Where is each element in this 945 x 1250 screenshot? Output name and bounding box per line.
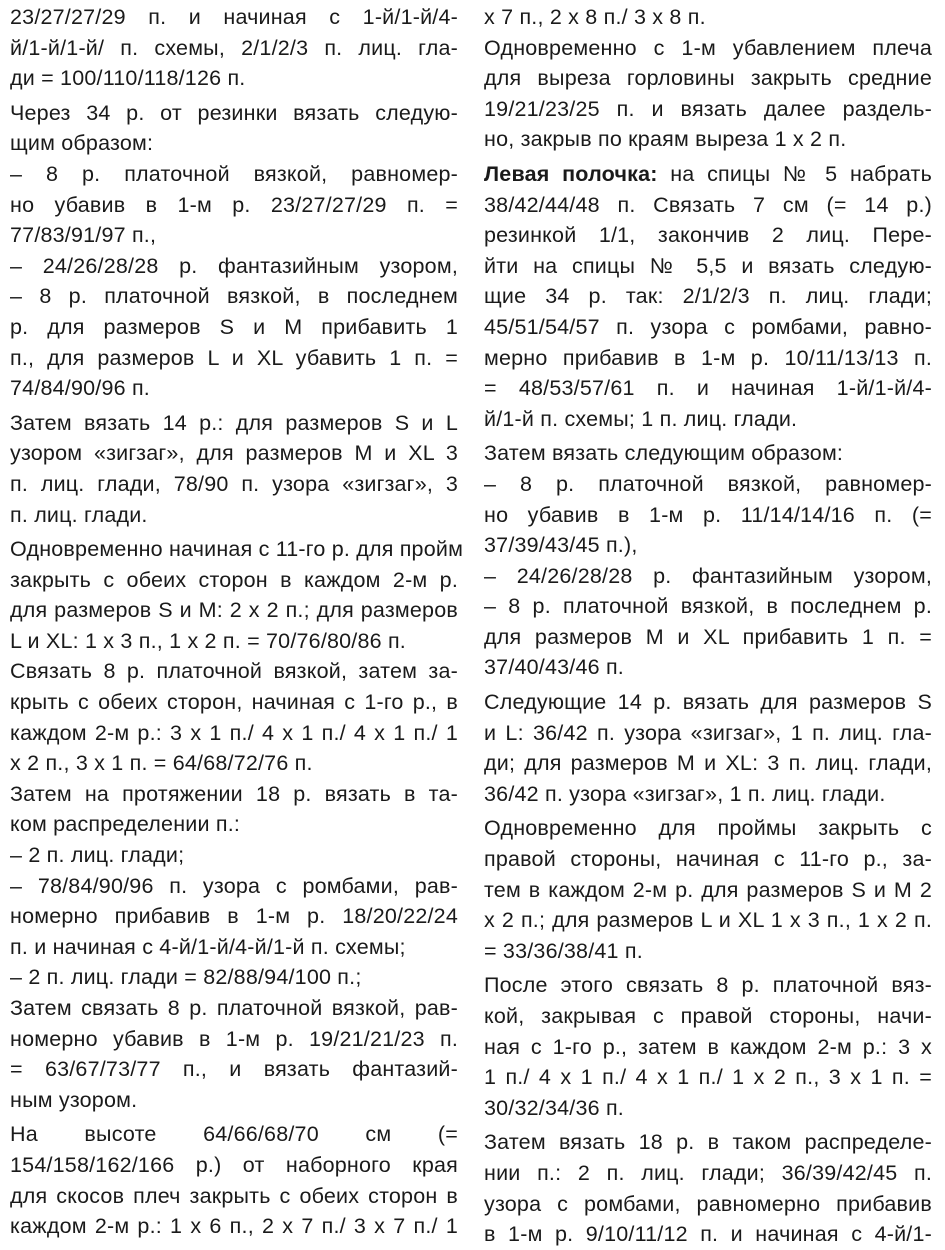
line-text: йти на спицы № 5,5 и вязать следую- <box>484 253 932 278</box>
line-text: Связать 8 р. платочной вязкой, затем за- <box>10 659 458 684</box>
line-text: x 2 п.; для размеров L и XL 1 x 3 п., 1 x 2 п. <box>484 908 932 933</box>
text-line <box>10 33 458 64</box>
line-text: щим образом: <box>10 131 154 156</box>
text-line <box>10 1150 458 1181</box>
text-line <box>484 159 932 190</box>
text-line <box>10 718 458 749</box>
line-text: узора с ромбами, равномерно прибавив <box>484 1191 932 1216</box>
text-line <box>10 438 458 469</box>
line-text: мерно прибавив в 1-м р. 10/11/13/13 п. <box>484 345 932 370</box>
text-line <box>10 840 458 871</box>
text-line <box>484 622 932 653</box>
text-line <box>10 1181 458 1212</box>
text-line <box>10 1085 458 1116</box>
text-line <box>484 63 932 94</box>
line-text: номерно прибавив в 1-м р. 18/20/22/24 <box>10 904 458 929</box>
text-line <box>10 2 458 33</box>
text-line <box>10 1119 458 1150</box>
line-text: 36/42 п. узора «зигзаг», 1 п. лиц. глади. <box>484 781 886 806</box>
line-text: п. лиц. глади, 78/90 п. узора «зигзаг», 3 <box>10 471 458 496</box>
line-text: 74/84/90/96 п. <box>10 376 150 401</box>
text-line <box>484 1001 932 1032</box>
line-text: Одновременно для проймы закрыть с <box>484 816 932 841</box>
line-text: – 24/26/28/28 р. фантазийным узором, <box>484 563 932 588</box>
line-text: 154/158/162/166 р.) от наборного края <box>10 1152 458 1177</box>
line-text: Затем вязать следующим образом: <box>484 441 844 466</box>
line-text: на спицы № 5 набрать <box>670 161 932 186</box>
text-line <box>484 251 932 282</box>
text-line <box>10 128 458 159</box>
text-line <box>484 2 932 33</box>
text-line <box>10 220 458 251</box>
line-text: каждом 2-м р.: 3 x 1 п./ 4 x 1 п./ 4 x 1 п./ 1 <box>10 720 458 745</box>
line-text: тем в каждом 2-м р. для размеров S и M 2 <box>484 877 932 902</box>
line-text: правой стороны, начиная с 11-го р., за- <box>484 847 932 872</box>
line-text: Одновременно с 1-м убавлением плеча <box>484 35 932 60</box>
line-text: ком распределении п.: <box>10 812 241 837</box>
line-text: узором «зигзаг», для размеров M и XL 3 <box>10 441 458 466</box>
line-text: – 8 р. платочной вязкой, равномер- <box>484 471 932 496</box>
text-line <box>484 469 932 500</box>
text-line <box>10 281 458 312</box>
line-text: нии п.: 2 п. лиц. глади; 36/39/42/45 п. <box>484 1160 932 1185</box>
text-line <box>10 1054 458 1085</box>
text-line <box>10 748 458 779</box>
text-line <box>484 561 932 592</box>
line-text: Одновременно начиная с 11-го р. для пройм <box>10 537 464 562</box>
line-text: Следующие 14 р. вязать для размеров S <box>484 690 932 715</box>
text-line <box>484 687 932 718</box>
text-line <box>10 500 458 531</box>
line-text: Через 34 р. от резинки вязать следую- <box>10 100 458 125</box>
line-text: но, закрыв по краям выреза 1 x 2 п. <box>484 127 847 152</box>
text-line <box>484 404 932 435</box>
text-line <box>484 813 932 844</box>
text-line <box>484 591 932 622</box>
line-text: п., для размеров L и XL убавить 1 п. = <box>10 345 458 370</box>
line-text: Затем вязать 14 р.: для размеров S и L <box>10 410 458 435</box>
text-line <box>10 809 458 840</box>
right-column <box>484 2 932 1250</box>
section-heading: Левая полочка: <box>484 161 658 186</box>
line-text: 37/39/43/45 п.), <box>484 533 638 558</box>
line-text: 45/51/54/57 п. узора с ромбами, равно- <box>484 314 932 339</box>
line-text: в 1-м р. 9/10/11/12 п. и начиная с 4-й/1- <box>484 1222 932 1247</box>
line-text: 38/42/44/48 п. Связать 7 см (= 14 р.) <box>484 192 932 217</box>
line-text: = 63/67/73/77 п., и вязать фантазий- <box>10 1057 458 1082</box>
line-text: x 7 п., 2 x 8 п./ 3 x 8 п. <box>484 5 706 29</box>
line-text: но убавив в 1-м р. 11/14/14/16 п. (= <box>484 502 932 527</box>
line-text: но убавив в 1-м р. 23/27/27/29 п. = <box>10 192 458 217</box>
line-text: 23/27/27/29 п. и начиная с 1-й/1-й/4- <box>10 5 458 29</box>
text-line <box>10 595 458 626</box>
text-line <box>484 779 932 810</box>
line-text: Затем на протяжении 18 р. вязать в та- <box>10 781 458 806</box>
line-text: = 33/36/38/41 п. <box>484 938 643 963</box>
line-text: й/1-й/1-й/ п. схемы, 2/1/2/3 п. лиц. гла- <box>10 35 458 60</box>
text-line <box>484 718 932 749</box>
line-text: й/1-й п. схемы; 1 п. лиц. глади. <box>484 406 798 431</box>
line-text: = 48/53/57/61 п. и начиная 1-й/1-й/4- <box>484 376 932 401</box>
line-text: – 2 п. лиц. глади = 82/88/94/100 п.; <box>10 965 362 990</box>
text-line <box>484 844 932 875</box>
text-line <box>10 408 458 439</box>
text-line <box>484 875 932 906</box>
text-line <box>484 1127 932 1158</box>
line-text: После этого связать 8 р. платочной вяз- <box>484 973 932 998</box>
text-line <box>484 124 932 155</box>
text-line <box>484 220 932 251</box>
text-line <box>484 373 932 404</box>
text-line <box>484 1093 932 1124</box>
line-text: 1 п./ 4 x 1 п./ 4 x 1 п./ 1 x 2 п., 3 x 1 п. = <box>484 1065 932 1090</box>
text-line <box>10 63 458 94</box>
text-line <box>484 33 932 64</box>
line-text: 30/32/34/36 п. <box>484 1095 624 1120</box>
text-line <box>10 159 458 190</box>
text-line <box>484 936 932 967</box>
text-line <box>10 469 458 500</box>
line-text: для выреза горловины закрыть средние <box>484 66 932 91</box>
text-line <box>484 500 932 531</box>
line-text: для скосов плеч закрыть с обеих сторон в <box>10 1183 458 1208</box>
line-text: 37/40/43/46 п. <box>484 655 624 680</box>
text-line <box>484 1032 932 1063</box>
text-line <box>10 312 458 343</box>
line-text: x 2 п., 3 x 1 п. = 64/68/72/76 п. <box>10 751 313 776</box>
text-line <box>10 373 458 404</box>
text-line <box>10 534 464 565</box>
line-text: резинкой 1/1, закончив 2 лиц. Пере- <box>484 223 932 248</box>
text-line <box>10 871 458 902</box>
line-text: ным узором. <box>10 1087 138 1112</box>
text-line <box>484 1062 932 1093</box>
line-text: L и XL: 1 x 3 п., 1 x 2 п. = 70/76/80/86 п. <box>10 628 406 653</box>
line-text: крыть с обеих сторон, начиная с 1-го р., в <box>10 690 458 715</box>
text-line <box>484 438 932 469</box>
text-line <box>484 312 932 343</box>
line-text: ди = 100/110/118/126 п. <box>10 66 246 91</box>
line-text: каждом 2-м р.: 1 x 6 п., 2 x 7 п./ 3 x 7 п./ 1 <box>10 1214 458 1239</box>
text-line <box>10 1211 458 1242</box>
line-text: закрыть с обеих сторон в каждом 2-м р. <box>10 567 458 592</box>
text-line <box>484 748 932 779</box>
text-line <box>484 343 932 374</box>
line-text: – 78/84/90/96 п. узора с ромбами, рав- <box>10 873 458 898</box>
text-line <box>10 656 458 687</box>
text-line <box>484 281 932 312</box>
line-text: – 8 р. платочной вязкой, равномер- <box>10 161 458 186</box>
text-line <box>10 626 458 657</box>
line-text: На высоте 64/66/68/70 см (= <box>10 1122 458 1147</box>
line-text: р. для размеров S и M прибавить 1 <box>10 314 458 339</box>
line-text: и L: 36/42 п. узора «зигзаг», 1 п. лиц. гла- <box>484 720 932 745</box>
text-line <box>10 932 458 963</box>
line-text: 19/21/23/25 п. и вязать далее раздель- <box>484 96 932 121</box>
line-text: п. лиц. глади. <box>10 502 148 527</box>
line-text: п. и начиная с 4-й/1-й/4-й/1-й п. схемы; <box>10 934 406 959</box>
text-line <box>10 901 458 932</box>
line-text: Затем связать 8 р. платочной вязкой, рав- <box>10 996 458 1020</box>
text-line <box>484 94 932 125</box>
text-line <box>484 905 932 936</box>
text-line <box>10 98 458 129</box>
text-line <box>10 687 458 718</box>
line-text: для размеров M и XL прибавить 1 п. = <box>484 624 932 649</box>
text-line <box>10 343 458 374</box>
text-line <box>484 1158 932 1189</box>
text-line <box>484 530 932 561</box>
text-line <box>10 251 458 282</box>
line-text: щие 34 р. так: 2/1/2/3 п. лиц. глади; <box>484 284 932 309</box>
text-line <box>10 993 458 1024</box>
line-text: – 8 р. платочной вязкой, в последнем р. <box>484 594 932 619</box>
text-line <box>484 970 932 1001</box>
line-text: – 24/26/28/28 р. фантазийным узором, <box>10 253 458 278</box>
text-line <box>10 1024 458 1055</box>
text-line <box>484 190 932 221</box>
line-text: для размеров S и M: 2 x 2 п.; для размеров <box>10 598 458 623</box>
line-text: 77/83/91/97 п., <box>10 223 157 248</box>
line-text: номерно убавив в 1-м р. 19/21/21/23 п. <box>10 1026 458 1051</box>
line-text: кой, закрывая с правой стороны, начи- <box>484 1004 932 1028</box>
line-text: Затем вязать 18 р. в таком распределе- <box>484 1130 932 1155</box>
left-column <box>10 2 464 1242</box>
line-text: ди; для размеров M и XL: 3 п. лиц. глади, <box>484 751 932 776</box>
text-line <box>10 565 458 596</box>
line-text: ная с 1-го р., затем в каждом 2-м р.: 3 x <box>484 1034 932 1059</box>
text-line <box>10 190 458 221</box>
text-line <box>10 962 458 993</box>
text-line <box>484 652 932 683</box>
text-line <box>484 1219 932 1250</box>
line-text: – 8 р. платочной вязкой, в последнем <box>10 284 458 309</box>
text-line <box>484 1189 932 1220</box>
text-line <box>10 779 458 810</box>
line-text: – 2 п. лиц. глади; <box>10 843 185 868</box>
